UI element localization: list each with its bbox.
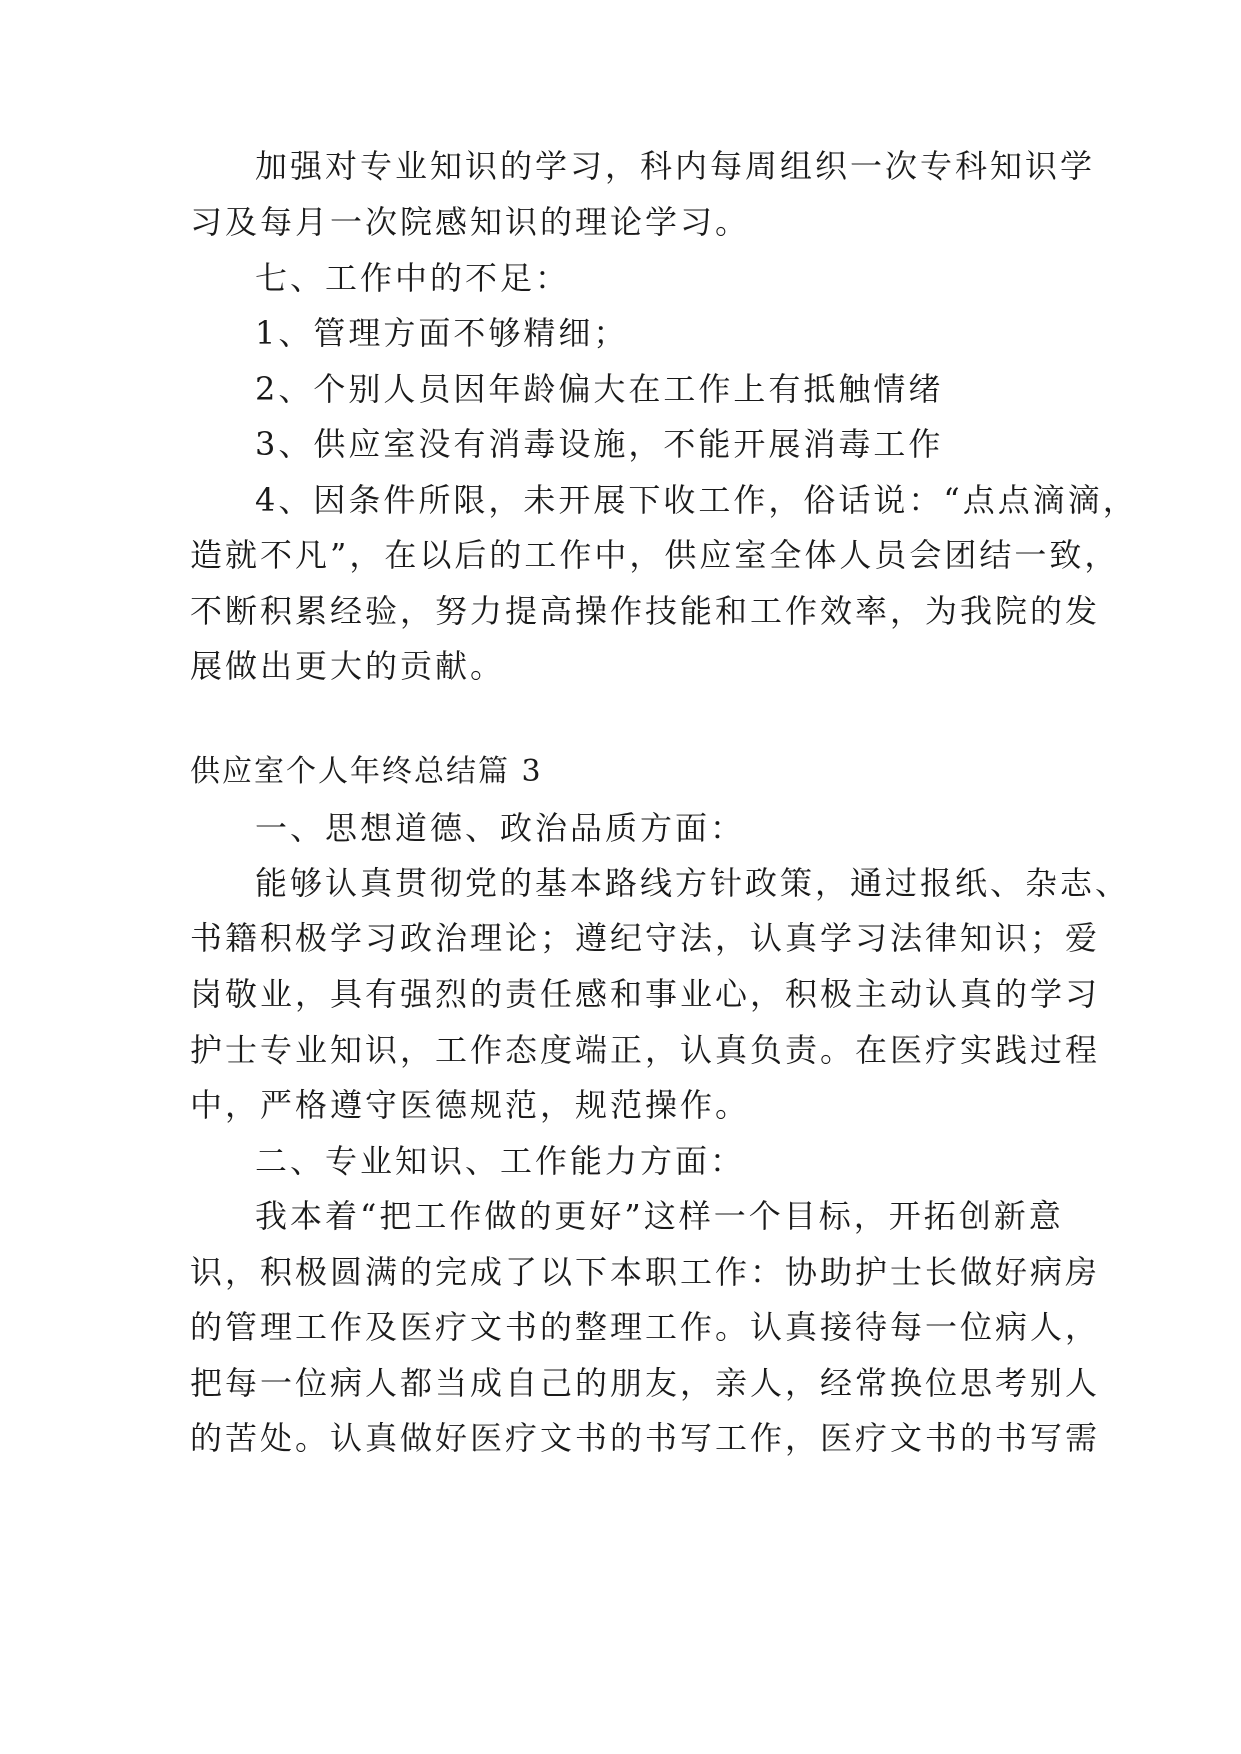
list-item: 2、个别人员因年龄偏大在工作上有抵触情绪 [255, 370, 944, 408]
paragraph-line: 把每一位病人都当成自己的朋友，亲人，经常换位思考别人 [190, 1364, 1101, 1402]
paragraph-line: 造就不凡”，在以后的工作中，供应室全体人员会团结一致， [190, 536, 1120, 574]
paragraph-line: 护士专业知识，工作态度端正，认真负责。在医疗实践过程 [190, 1031, 1101, 1069]
paragraph-line: 不断积累经验，努力提高操作技能和工作效率，为我院的发 [190, 592, 1101, 630]
paragraph-line: 书籍积极学习政治理论；遵纪守法，认真学习法律知识；爱 [190, 919, 1101, 957]
article-title: 供应室个人年终总结篇 3 [190, 754, 543, 789]
paragraph-line: 的管理工作及医疗文书的整理工作。认真接待每一位病人， [190, 1308, 1101, 1346]
section-heading: 一、思想道德、政治品质方面： [255, 809, 746, 847]
list-item: 1、管理方面不够精细； [255, 314, 629, 352]
paragraph-line: 习及每月一次院感知识的理论学习。 [190, 203, 751, 241]
paragraph-line: 岗敬业，具有强烈的责任感和事业心，积极主动认真的学习 [190, 975, 1101, 1013]
paragraph-line: 我本着“把工作做的更好”这样一个目标，开拓创新意 [255, 1197, 1064, 1235]
paragraph-line: 能够认真贯彻党的基本路线方针政策，通过报纸、杂志、 [255, 864, 1131, 902]
paragraph-line: 识，积极圆满的完成了以下本职工作：协助护士长做好病房 [190, 1253, 1101, 1291]
paragraph-line: 加强对专业知识的学习，科内每周组织一次专科知识学 [255, 147, 1096, 185]
list-item: 3、供应室没有消毒设施，不能开展消毒工作 [255, 425, 944, 463]
paragraph-line: 的苦处。认真做好医疗文书的书写工作，医疗文书的书写需 [190, 1419, 1101, 1457]
paragraph-line: 展做出更大的贡献。 [190, 647, 506, 685]
paragraph-line: 中，严格遵守医德规范，规范操作。 [190, 1086, 751, 1124]
list-item: 4、因条件所限，未开展下收工作，俗话说：“点点滴滴， [255, 481, 1138, 519]
section-heading: 七、工作中的不足： [255, 259, 571, 297]
section-heading: 二、专业知识、工作能力方面： [255, 1142, 746, 1180]
